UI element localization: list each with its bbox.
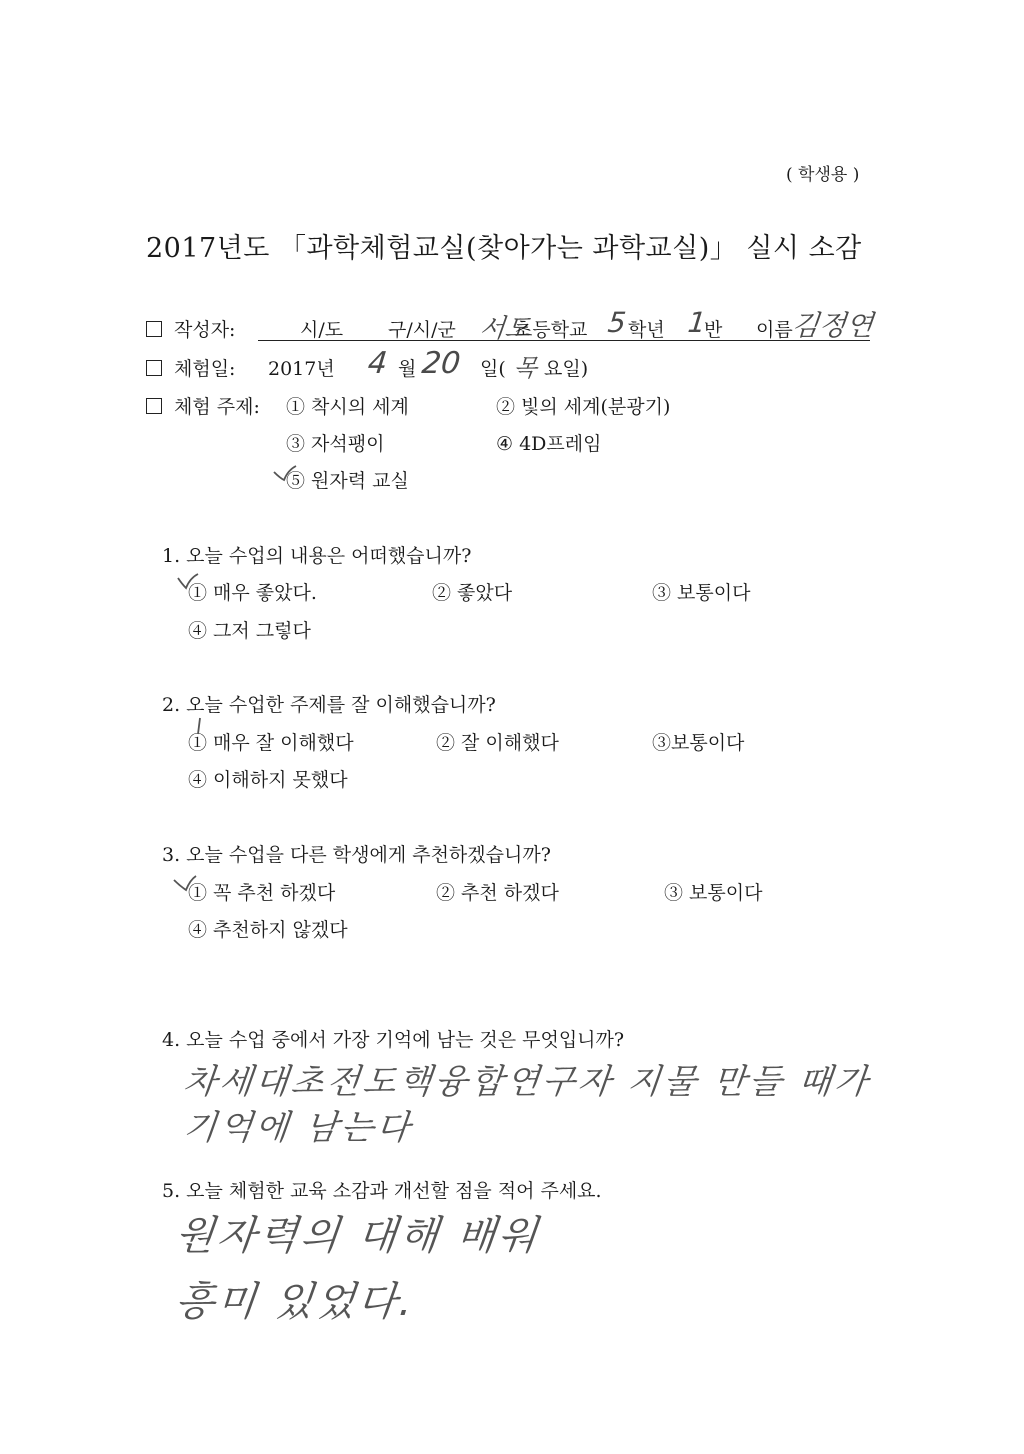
question-2: 2. 오늘 수업한 주제를 잘 이해했습니까? <box>162 694 496 716</box>
topic-option-4: ④ 4D프레임 <box>496 433 602 455</box>
q2-option-3: ③보통이다 <box>652 732 745 754</box>
topic-label-row <box>146 392 260 419</box>
check-mark-icon <box>186 716 212 736</box>
weekday-suffix: 요일) <box>544 358 589 380</box>
q4-answer-line-1: 차세대초전도핵융합연구자 지물 만들 때가 <box>181 1062 873 1102</box>
date-year: 2017년 <box>268 358 335 380</box>
topic-option-5: ⑤ 원자력 교실 <box>286 470 409 492</box>
document-title: 2017년도 「과학체험교실(찾아가는 과학교실)」 실시 소감 <box>146 233 862 264</box>
writer-label: 작성자: <box>174 319 236 341</box>
check-mark-icon <box>176 572 202 592</box>
q1-option-2: ② 좋았다 <box>432 582 513 604</box>
sido-label: 시/도 <box>300 319 344 341</box>
question-5: 5. 오늘 체험한 교육 소감과 개선할 점을 적어 주세요. <box>162 1180 602 1202</box>
topic-label: 체험 주제: <box>174 396 260 418</box>
month-suffix: 월 <box>398 358 417 380</box>
checkbox-writer <box>146 321 162 337</box>
gusigun-label: 구/시/군 <box>388 319 456 341</box>
question-1: 1. 오늘 수업의 내용은 어떠했습니까? <box>162 545 472 567</box>
topic-option-2: ② 빛의 세계(분광기) <box>496 396 671 418</box>
q2-option-4: ④ 이해하지 못했다 <box>188 769 348 791</box>
q3-option-4: ④ 추천하지 않겠다 <box>188 919 348 941</box>
grade-handwriting: 5 <box>606 306 628 339</box>
topic-option-3: ③ 자석팽이 <box>286 433 385 455</box>
q3-option-2: ② 추천 하겠다 <box>436 882 559 904</box>
q5-answer-line-1: 원자력의 대해 배워 <box>173 1213 543 1259</box>
audience-label: ( 학생용 ) <box>786 165 860 185</box>
day-suffix: 일( <box>480 358 506 380</box>
q3-option-3: ③ 보통이다 <box>664 882 763 904</box>
school-handwriting: 서도 <box>478 314 532 344</box>
checkbox-topic <box>146 398 162 414</box>
writer-label-row <box>146 315 235 342</box>
question-3: 3. 오늘 수업을 다른 학생에게 추천하겠습니까? <box>162 844 551 866</box>
q2-option-2: ② 잘 이해했다 <box>436 732 559 754</box>
name-label: 이름 <box>756 319 793 341</box>
grade-suffix: 학년 <box>628 319 665 341</box>
month-handwriting: 4 <box>366 346 389 381</box>
q1-option-3: ③ 보통이다 <box>652 582 751 604</box>
checkbox-date <box>146 360 162 376</box>
q2-option-1: ① 매우 잘 이해했다 <box>188 732 354 754</box>
class-handwriting: 1 <box>686 306 708 339</box>
name-handwriting: 김정연 <box>790 309 875 342</box>
day-handwriting: 20 <box>420 346 463 381</box>
q5-answer-line-2: 흥미 있었다. <box>173 1279 418 1325</box>
check-mark-icon <box>272 464 298 484</box>
q1-option-4: ④ 그저 그렇다 <box>188 620 311 642</box>
q4-answer-line-2: 기억에 남는다 <box>181 1108 415 1148</box>
topic-option-1: ① 착시의 세계 <box>286 396 409 418</box>
weekday-handwriting: 목 <box>512 354 539 382</box>
class-suffix: 반 <box>704 319 723 341</box>
q1-option-1: ① 매우 좋았다. <box>188 582 317 604</box>
date-label-row <box>146 354 235 381</box>
writer-underline <box>258 340 870 341</box>
question-4: 4. 오늘 수업 중에서 가장 기억에 남는 것은 무엇입니까? <box>162 1029 625 1051</box>
q3-option-1: ① 꼭 추천 하겠다 <box>188 882 336 904</box>
check-mark-icon <box>172 874 198 894</box>
date-label: 체험일: <box>174 358 236 380</box>
school-suffix: 초등학교 <box>514 319 588 341</box>
